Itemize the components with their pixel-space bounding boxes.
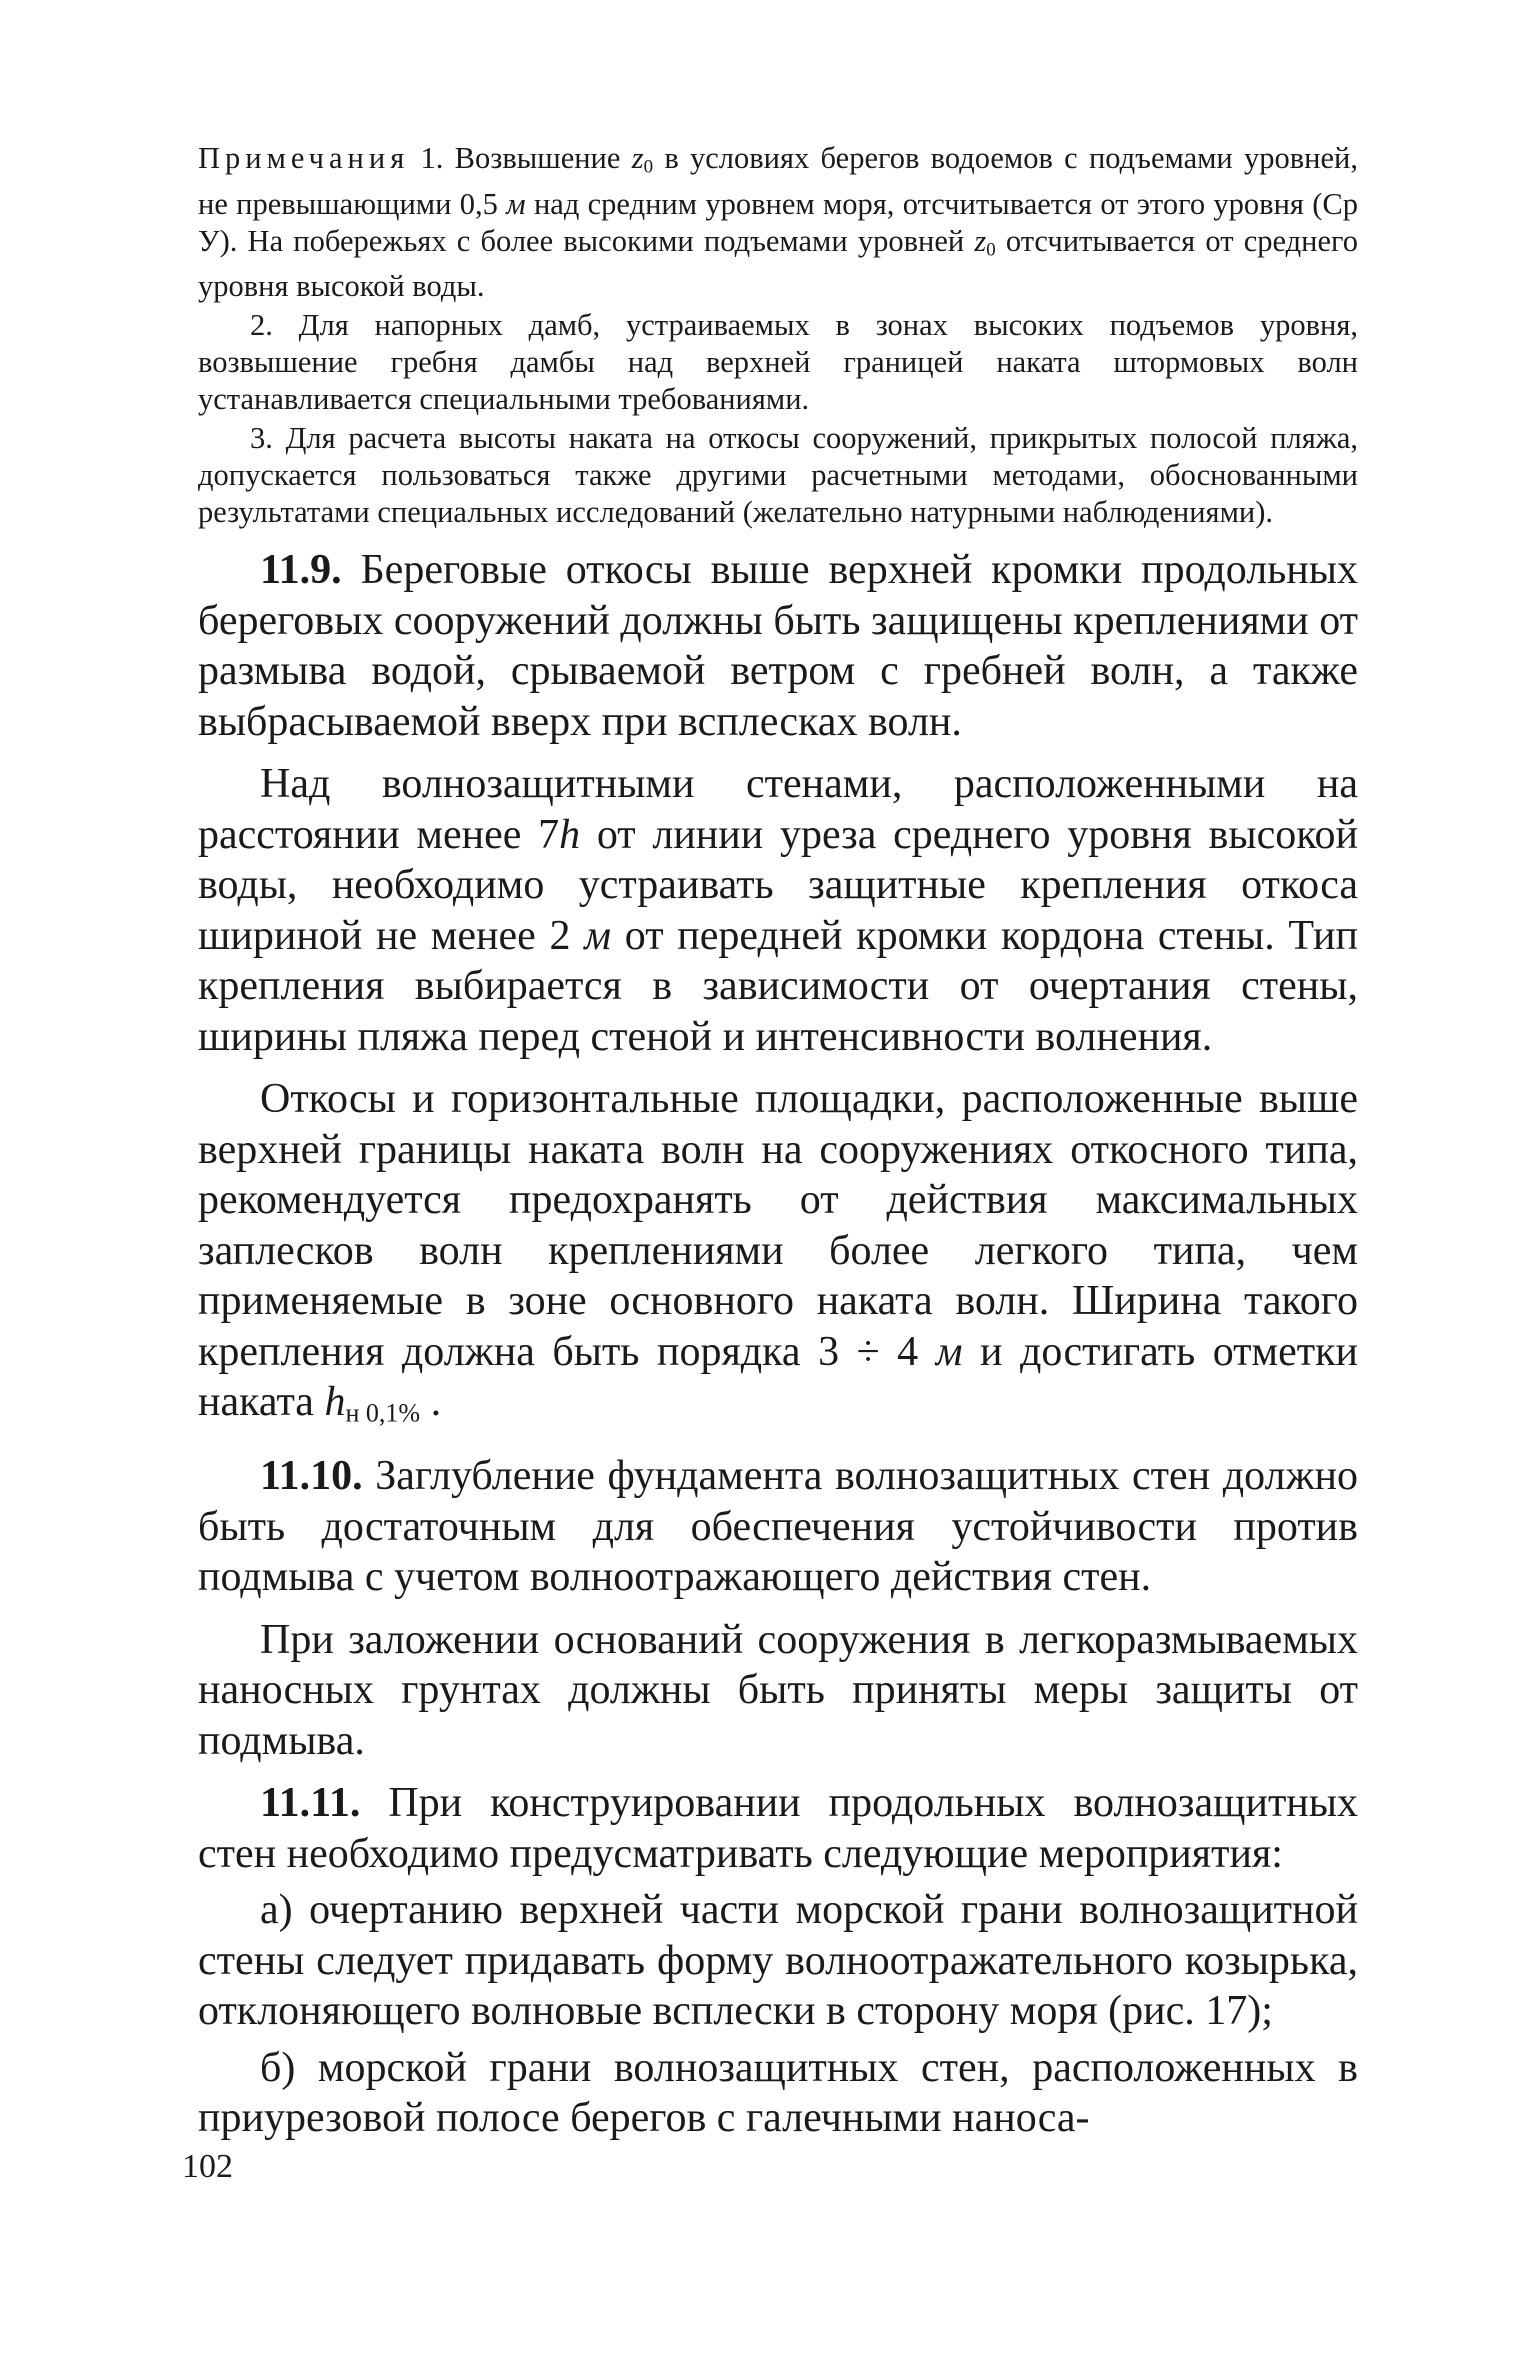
paragraph-text: Над волнозащитными стенами, расположенными на расстоянии менее 7 [198,761,1358,858]
section-11-11 [198,1778,1358,1879]
paragraph-text: от передней кромки кордона стены. Тип крепления выбирается в зависимости от очертания стены, ширины пляжа перед стеной и интенсивности волнения. [198,912,1358,1060]
main-text [198,545,1358,2144]
note-1-text-d: отсчитывается от среднего уровня высокой воды. [198,223,1359,304]
note-2: 2. Для напорных дамб, устраиваемых в зонах высоких подъемов уровня, возвышение гребня дамбы над верхней границей наката штормовых волн устанавливается специальными требованиями. [198,308,1358,417]
symbol-z: z [631,141,644,175]
notes-label: Примечания [198,141,410,175]
symbol-h: h [559,811,581,858]
paragraph-slopes [198,1074,1358,1439]
paragraph-text: от линии уреза среднего уровня высокой воды, необходимо устраивать защитные крепления откоса шириной не менее 2 [198,811,1358,959]
section-11-9 [198,545,1358,747]
notes-block [198,140,1358,531]
section-text: При конструировании продольных волнозащитных стен необходимо предусматривать следующие мероприятия: [198,1780,1358,1877]
unit-meter: м [506,186,526,221]
note-1-text-b: в условиях берегов водоемов с подъемами уровней, не превышающими 0,5 [198,141,1358,221]
section-text: Береговые откосы выше верхней кромки продольных береговых сооружений должны быть защищены креплениями от размыва водой, срываемой ветром с гребней волн, а также выбрасываемой вверх при всплесках волн. [198,547,1358,745]
note-3: 3. Для расчета высоты наката на откосы сооружений, прикрытых полосой пляжа, допускается пользоваться также другими расчетными методами, обоснованными результатами специальных исследований (желательно натурными наблюдениями). [198,421,1358,530]
section-text: Заглубление фундамента волнозащитных стен должно быть достаточным для обеспечения устойчивости против подмыва с учетом волноотражающего действия стен. [198,1453,1358,1601]
paragraph-wave-walls [198,759,1358,1062]
section-number: 11.10. [260,1453,363,1500]
note-1-text-c: над средним уровнем моря, отсчитывается от этого уровня (Ср У). На побережьях с более высокими подъемами уровней [198,186,1358,258]
symbol-z-subscript: 0 [643,156,654,178]
paragraph-text: и достигать отметки наката [198,1328,1358,1426]
list-item-b: б) морской грани волнозащитных стен, расположенных в приурезовой полосе берегов с галечными наноса- [198,2044,1358,2142]
paragraph-text: . [420,1379,442,1426]
page-content [198,140,1358,2150]
paragraph-text: Откосы и горизонтальные площадки, расположенные выше верхней границы наката волн на сооружениях откосного типа, рекомендуется предохранять от действия максимальных заплесков волн креплениями более легкого типа, чем применяемые в зоне основного наката волн. Ширина такого крепления должна быть порядка 3 ÷ 4 [198,1076,1358,1375]
section-11-10 [198,1451,1358,1603]
symbol-z-subscript: 0 [986,239,996,261]
note-1-text-a: 1. Возвышение [409,141,632,175]
section-number: 11.9. [260,547,342,594]
note-1 [198,140,1358,305]
unit-meter: м [935,1328,963,1375]
list-item-a: а) очертанию верхней части морской грани волнозащитной стены следует придавать форму волноотражательного козырька, отклоняющего волновые всплески в сторону моря (рис. 17); [198,1887,1358,2035]
symbol-z: z [974,223,987,258]
symbol-h-subscript: н 0,1% [345,1398,421,1428]
section-number: 11.11. [260,1780,361,1827]
unit-meter: м [584,912,612,959]
page-number: 102 [182,2148,233,2185]
symbol-h: h [324,1379,346,1426]
paragraph-foundations: При заложении оснований сооружения в легкоразмываемых наносных грунтах должны быть приняты меры защиты от подмыва. [198,1616,1358,1764]
